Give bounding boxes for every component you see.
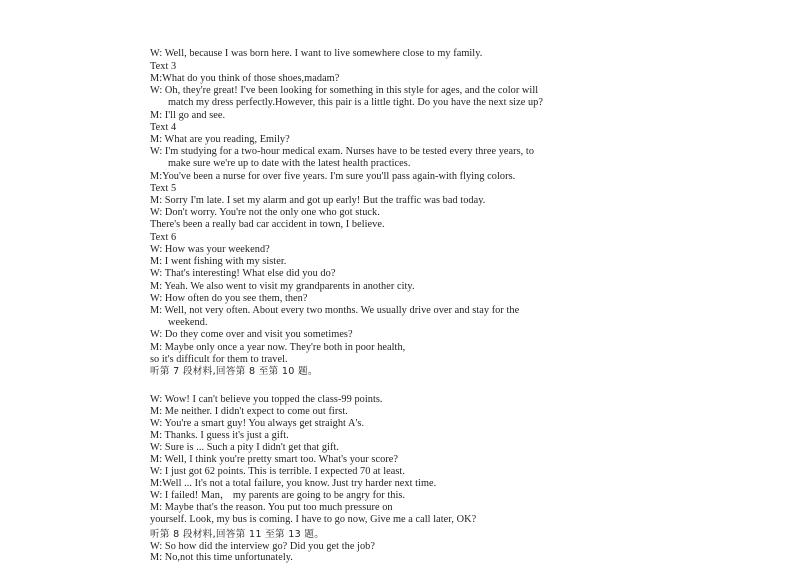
text-line: M: Thanks. I guess it's just a gift. [150,430,289,441]
text-line: M: Maybe that's the reason. You put too much pressure on [150,502,393,513]
text-line: W: Well, because I was born here. I want to live somewhere close to my family. [150,48,483,59]
text-line: W: That's interesting! What else did you do? [150,268,336,279]
text-line: M: Sorry I'm late. I set my alarm and got up early! But the traffic was bad today. [150,195,486,206]
text-line: M: Maybe only once a year now. They're both in poor health, [150,342,406,353]
text-line: W: How often do you see them, then? [150,293,308,304]
text-line: W: Oh, they're great! I've been looking for something in this style for ages, and the color will [150,85,539,96]
text-line: There's been a really bad car accident in town, I believe. [150,219,385,230]
text-line: W: I failed! Man， my parents are going to be angry for this. [150,490,406,501]
text-line: M: Me neither. I didn't expect to come out first. [150,406,348,417]
section-heading: Text 3 [150,61,177,72]
text-line: M: I'll go and see. [150,110,226,121]
section-heading: Text 4 [150,122,177,133]
text-line: so it's difficult for them to travel. [150,354,288,365]
section-heading: 听第 8 段材料,回答第 11 至第 13 题。 [150,529,325,540]
text-line: M:What do you think of those shoes,madam? [150,73,340,84]
section-heading: 听第 7 段材料,回答第 8 至第 10 题。 [150,366,318,377]
text-line: M:You've been a nurse for over five years. I'm sure you'll pass again-with flying colors. [150,171,516,182]
text-line: W: Do they come over and visit you sometimes? [150,329,353,340]
text-line: W: Don't worry. You're not the only one who got stuck. [150,207,380,218]
text-line: yourself. Look, my bus is coming. I have to go now, Give me a call later, OK? [150,514,477,525]
text-line: W: I'm studying for a two-hour medical exam. Nurses have to be tested every three years, to [150,146,535,157]
text-line: W: How was your weekend? [150,244,270,255]
text-line: weekend. [168,317,208,328]
text-line: make sure we're up to date with the latest health practices. [168,158,411,169]
text-line: W: So how did the interview go? Did you get the job? [150,541,375,552]
text-line: M: Yeah. We also went to visit my grandparents in another city. [150,281,415,292]
text-line: W: I just got 62 points. This is terrible. I expected 70 at least. [150,466,405,477]
text-line: M: I went fishing with my sister. [150,256,287,267]
section-heading: Text 6 [150,232,177,243]
text-line: W: Sure is ... Such a pity I didn't get that gift. [150,442,340,453]
text-line: M: What are you reading, Emily? [150,134,290,145]
text-line: W: Wow! I can't believe you topped the class-99 points. [150,394,383,405]
text-line: M: No,not this time unfortunately. [150,552,293,563]
overflow-line [150,563,151,564]
text-line: M:Well ... It's not a total failure, you know. Just try harder next time. [150,478,437,489]
text-line [150,563,151,564]
text-line: M: Well, not very often. About every two months. We usually drive over and stay for the [150,305,520,316]
text-line: W: You're a smart guy! You always get straight A's. [150,418,365,429]
text-line: match my dress perfectly.However, this pair is a little tight. Do you have the next size up? [168,97,543,108]
section-heading: Text 5 [150,183,177,194]
text-line: M: Well, I think you're pretty smart too. What's your score? [150,454,398,465]
